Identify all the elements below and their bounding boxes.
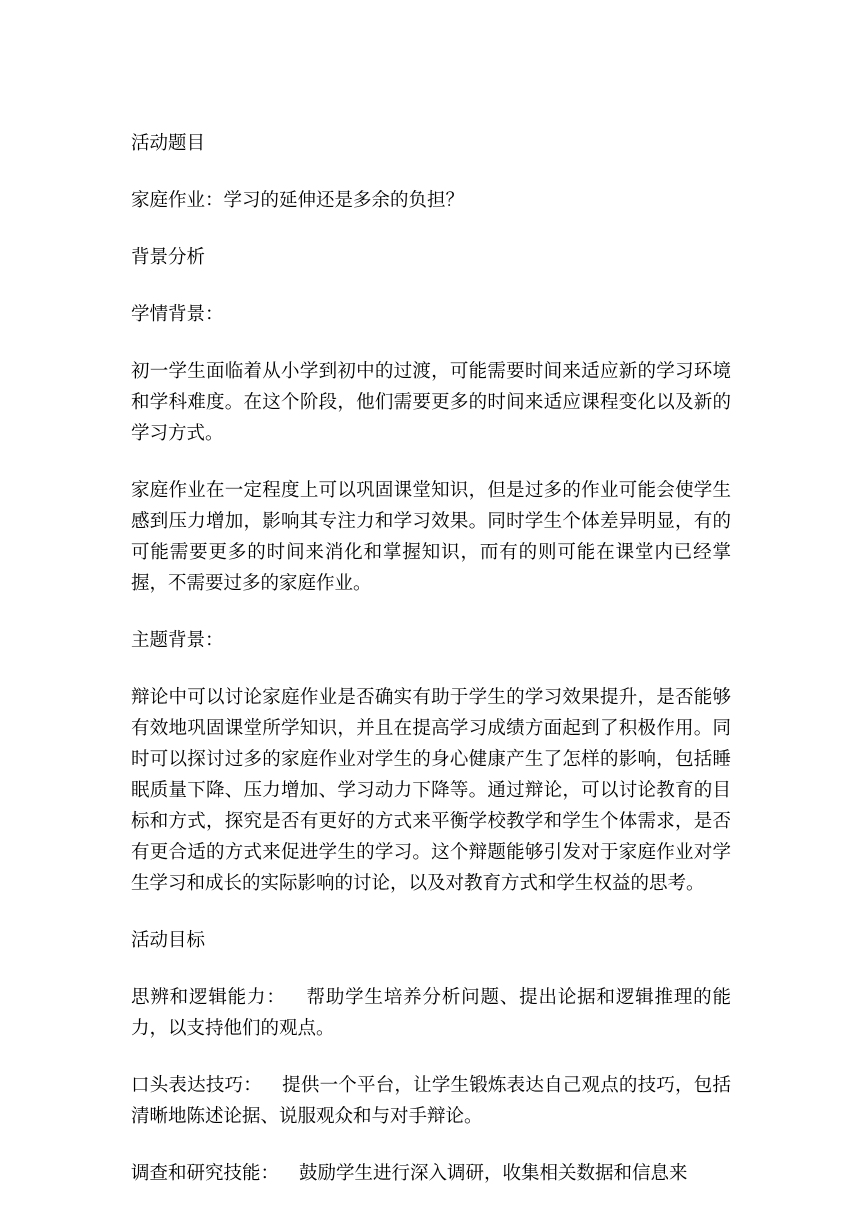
- goal-item: [131, 1070, 731, 1132]
- document-content: [131, 128, 731, 1215]
- background-heading: 背景分析: [131, 247, 206, 268]
- activity-title: 家庭作业：学习的延伸还是多余的负担？: [131, 190, 465, 211]
- goal-label: 口头表达技巧：: [131, 1075, 262, 1096]
- goal-label: 思辨和逻辑能力：: [131, 987, 286, 1008]
- goal-text: 帮助学生培养分析问题、提出论据和逻辑推理的能力，以支持他们的观点。: [131, 987, 731, 1039]
- goal-label: 调查和研究技能：: [131, 1163, 280, 1184]
- goals-heading: 活动目标: [131, 930, 206, 951]
- goal-text: 提供一个平台，让学生锻炼表达自己观点的技巧，包括清晰地陈述论据、说服观众和与对手辩论。: [131, 1075, 731, 1127]
- student-background-paragraph-2: 家庭作业在一定程度上可以巩固课堂知识，但是过多的作业可能会使学生感到压力增加，影响其专注力和学习效果。同时学生个体差异明显，有的可能需要更多的时间来消化和掌握知识，而有的则可能在课堂内已经掌握，不需要过多的家庭作业。: [131, 480, 731, 594]
- goal-text: 鼓励学生进行深入调研，收集相关数据和信息来: [299, 1163, 688, 1184]
- activity-title-heading: 活动题目: [131, 133, 206, 154]
- theme-background-paragraph: 辩论中可以讨论家庭作业是否确实有助于学生的学习效果提升，是否能够有效地巩固课堂所学知识，并且在提高学习成绩方面起到了积极作用。同时可以探讨过多的家庭作业对学生的身心健康产生了怎样的影响，包括睡眠质量下降、压力增加、学习动力下降等。通过辩论，可以讨论教育的目标和方式，探究是否有更好的方式来平衡学校教学和学生个体需求，是否有更合适的方式来促进学生的学习。这个辩题能够引发对于家庭作业对学生学习和成长的实际影响的讨论，以及对教育方式和学生权益的思考。: [131, 687, 731, 894]
- goal-item: [131, 1158, 731, 1189]
- student-background-heading: 学情背景：: [131, 304, 224, 325]
- theme-background-heading: 主题背景：: [131, 630, 224, 651]
- goal-item: [131, 982, 731, 1044]
- student-background-paragraph-1: 初一学生面临着从小学到初中的过渡，可能需要时间来适应新的学习环境和学科难度。在这个阶段，他们需要更多的时间来适应课程变化以及新的学习方式。: [131, 361, 731, 444]
